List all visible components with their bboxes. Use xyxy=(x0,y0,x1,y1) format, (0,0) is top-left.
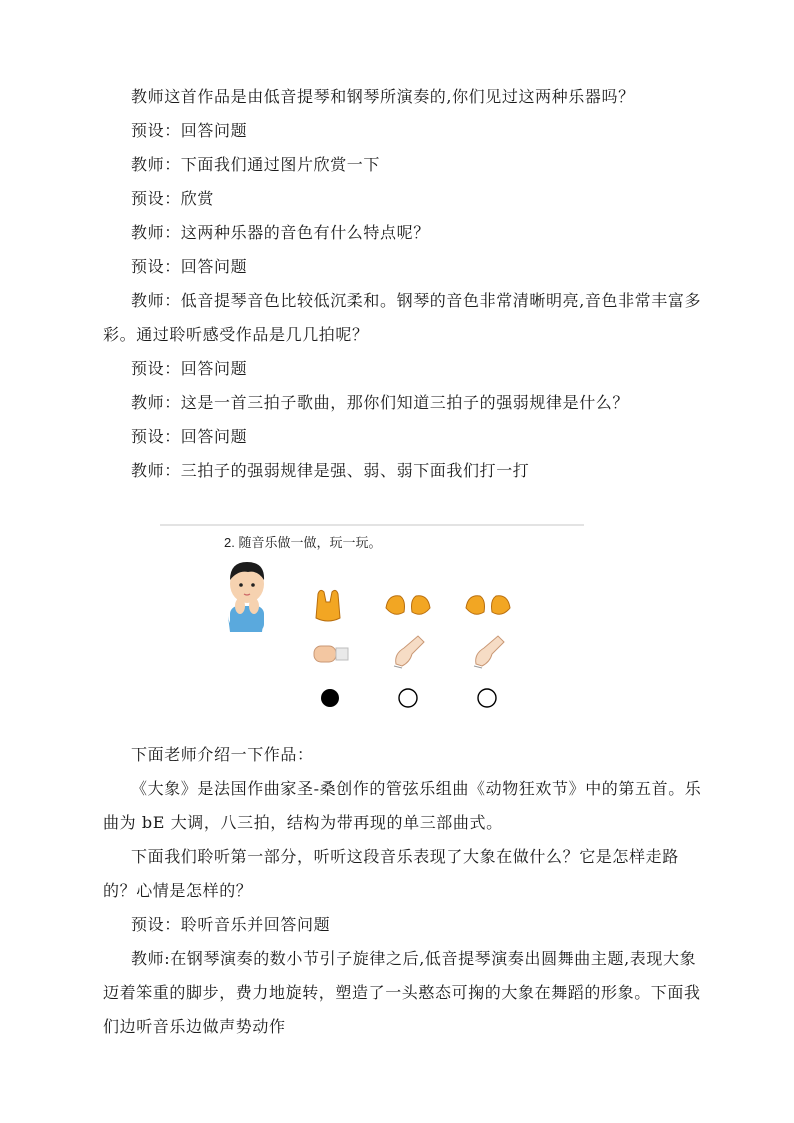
paragraph: 预设：回答问题 xyxy=(131,359,248,378)
paragraph: 预设：回答问题 xyxy=(131,427,248,446)
rhythm-figure xyxy=(160,524,584,716)
weak-beat-circle xyxy=(478,689,496,707)
paragraph: 教师：这是一首三拍子歌曲，那你们知道三拍子的强弱规律是什么？ xyxy=(131,393,630,412)
paragraph: 教师:在钢琴演奏的数小节引子旋律之后,低音提琴演奏出圆舞曲主题,表现大象迈着笨重的脚步，费力地旋转，塑造了一头憨态可掬的大象在舞蹈的形象。下面我们边听音乐边做声势动作 xyxy=(103,949,701,1036)
clap-hands-icon xyxy=(316,590,340,621)
figure-caption: 2. 随音乐做一做，玩一玩。 xyxy=(224,535,382,550)
paragraph: 教师：低音提琴音色比较低沉柔和。钢琴的音色非常清晰明亮,音色非常丰富多彩。通过聆听感受作品是几几拍呢？ xyxy=(103,291,702,344)
paragraph: 预设：回答问题 xyxy=(131,121,248,140)
clap-hands-icon xyxy=(466,596,510,615)
figure-illustration xyxy=(160,524,584,716)
weak-beat-circle xyxy=(399,689,417,707)
paragraph: 《大象》是法国作曲家圣-桑创作的管弦乐组曲《动物狂欢节》中的第五首。乐曲为 bE 大调，八三拍，结构为带再现的单三部曲式。 xyxy=(103,779,702,832)
paragraph: 教师：三拍子的强弱规律是强、弱、弱下面我们打一打 xyxy=(131,461,530,480)
paragraph: 下面我们聆听第一部分，听听这段音乐表现了大象在做什么？它是怎样走路的？心情是怎样的？ xyxy=(103,847,679,900)
paragraph: 教师：这两种乐器的音色有什么特点呢？ xyxy=(131,223,430,242)
paragraph: 教师：下面我们通过图片欣赏一下 xyxy=(131,155,381,174)
clap-hands-icon xyxy=(386,596,430,615)
paragraph: 教师这首作品是由低音提琴和钢琴所演奏的,你们见过这两种乐器吗？ xyxy=(131,87,635,106)
boy-icon xyxy=(228,562,264,632)
tap-hand-icon xyxy=(394,636,424,668)
tap-hand-icon xyxy=(474,636,504,668)
paragraph: 下面老师介绍一下作品： xyxy=(131,745,314,764)
strong-beat-circle xyxy=(321,689,339,707)
paragraph: 预设：欣赏 xyxy=(131,189,215,208)
fist-icon xyxy=(314,646,348,662)
paragraph: 预设：聆听音乐并回答问题 xyxy=(131,915,331,934)
paragraph: 预设：回答问题 xyxy=(131,257,248,276)
